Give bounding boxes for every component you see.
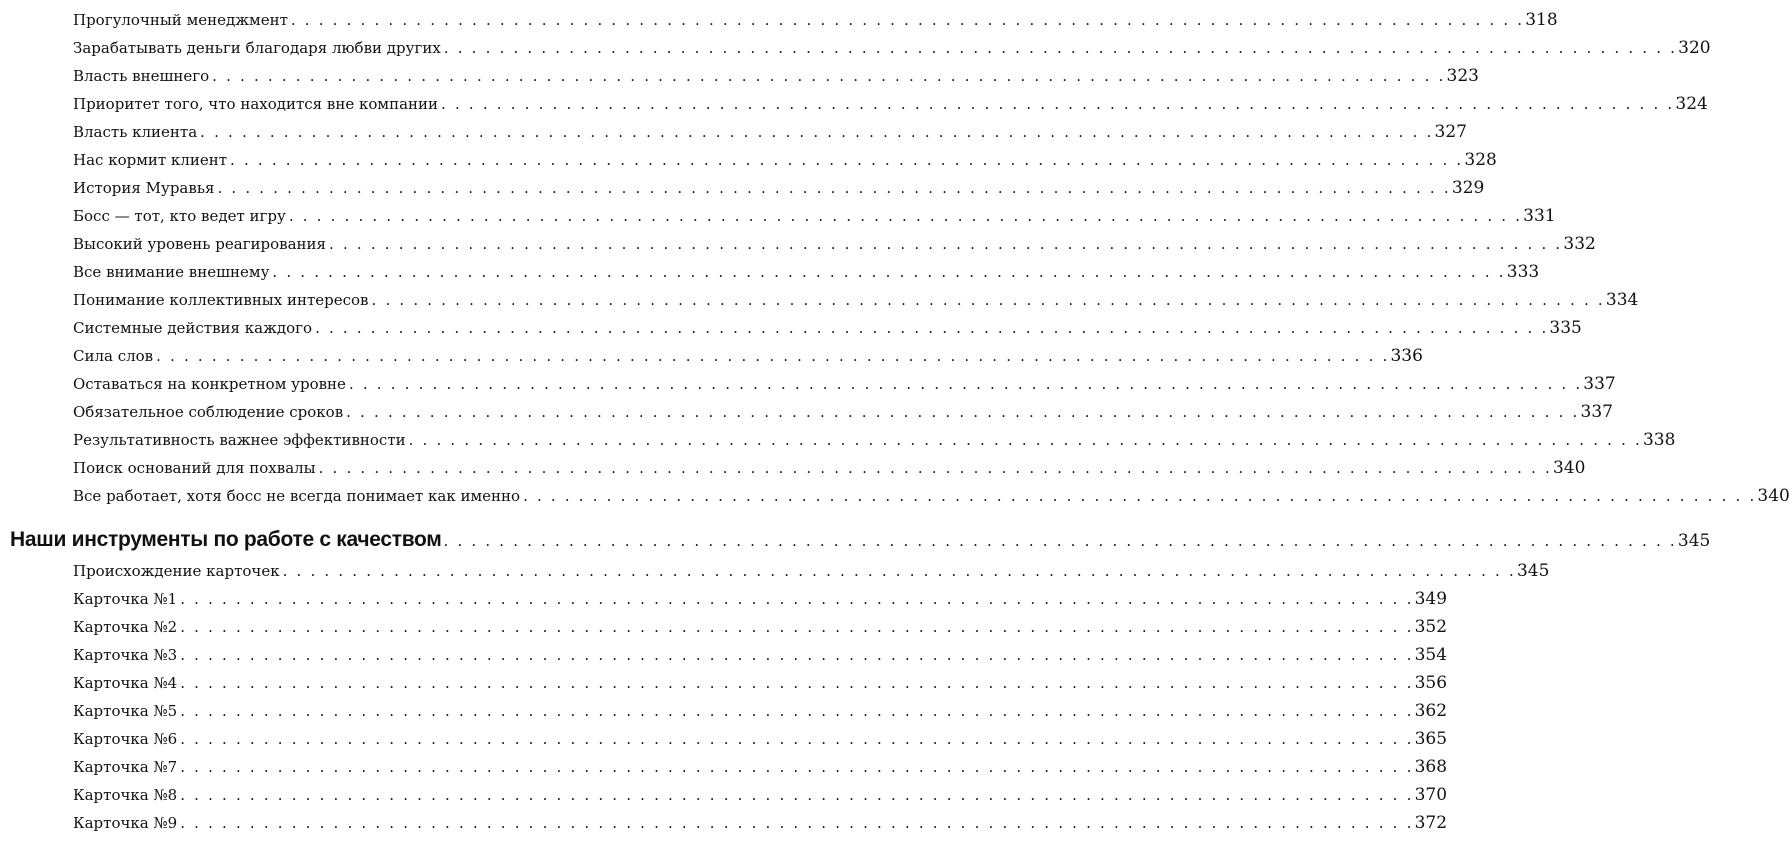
toc-entry-page: 356 [1414, 673, 1448, 693]
toc-entry[interactable] [73, 346, 1423, 366]
toc-entry-page: 349 [1414, 589, 1448, 609]
toc-entry-page: 372 [1414, 813, 1448, 833]
toc-entry[interactable] [73, 458, 1586, 478]
toc-entry-page: 329 [1451, 178, 1485, 198]
toc-entry-title: Карточка №8 [73, 786, 178, 804]
toc-entry-page: 328 [1464, 150, 1497, 170]
toc-entry-page: 318 [1525, 10, 1558, 30]
leader-dots: . . . . . . . . . . . . . . . . . . . . . . . . . . . . . . . . . . . . . . . . . . . . . . . . . . . . . . . . . . . . . . . . . . . . . . . . . . . . . . . . . . . . . . . . . [180, 758, 1414, 776]
toc-entry[interactable] [73, 150, 1497, 170]
toc-entry[interactable] [73, 206, 1556, 226]
toc-entry-page: 332 [1563, 234, 1596, 254]
toc-entry-title: Оставаться на конкретном уровне [73, 375, 346, 393]
leader-dots: . . . . . . . . . . . . . . . . . . . . . . . . . . . . . . . . . . . . . . . . . . . . . . . . . . . . . . . . . . . . . . . . . . . . . . . . . . . . . . . . . . . . . . . . . [315, 319, 1549, 337]
leader-dots: . . . . . . . . . . . . . . . . . . . . . . . . . . . . . . . . . . . . . . . . . . . . . . . . . . . . . . . . . . . . . . . . . . . . . . . . . . . . . . . . . . . . . . . . . [180, 814, 1414, 832]
toc-entry-title: Зарабатывать деньги благодаря любви других [73, 39, 441, 57]
toc-entry[interactable] [73, 430, 1676, 450]
toc-entry-page: 352 [1414, 617, 1448, 637]
toc-entry-page: 338 [1642, 430, 1676, 450]
toc-entry-title: Системные действия каждого [73, 319, 313, 337]
toc-entry-page: 333 [1506, 262, 1540, 282]
toc-entry[interactable] [73, 757, 1448, 777]
toc-entry-page: 370 [1414, 785, 1448, 805]
toc-entry-title: Высокий уровень реагирования [73, 235, 327, 253]
toc-entry-title: Результативность важнее эффективности [73, 431, 406, 449]
leader-dots: . . . . . . . . . . . . . . . . . . . . . . . . . . . . . . . . . . . . . . . . . . . . . . . . . . . . . . . . . . . . . . . . . . . . . . . . . . . . . . . . . . . . . . . . . [290, 11, 1525, 29]
toc-entry[interactable] [73, 673, 1448, 693]
toc-entry[interactable] [73, 178, 1485, 198]
toc-entry-title: Происхождение карточек [73, 562, 280, 580]
toc-entry-title: Карточка №4 [73, 674, 178, 692]
toc-entry[interactable] [73, 589, 1448, 609]
leader-dots: . . . . . . . . . . . . . . . . . . . . . . . . . . . . . . . . . . . . . . . . . . . . . . . . . . . . . . . . . . . . . . . . . . . . . . . . . . . . . . . . . . . . . . . . . [180, 618, 1414, 636]
toc-entry-title: Все работает, хотя босс не всегда понимает как именно [73, 487, 521, 505]
toc-entry[interactable] [73, 701, 1448, 721]
toc-entry-title: Карточка №3 [73, 646, 178, 664]
toc-entry[interactable] [73, 729, 1448, 749]
section-page: 345 [1677, 531, 1711, 551]
leader-dots: . . . . . . . . . . . . . . . . . . . . . . . . . . . . . . . . . . . . . . . . . . . . . . . . . . . . . . . . . . . . . . . . . . . . . . . . . . . . . . . . . . . . . . . . . [288, 207, 1523, 225]
toc-entry[interactable] [73, 38, 1711, 58]
toc-entry-title: Прогулочный менеджмент [73, 11, 288, 29]
toc-entry[interactable] [73, 262, 1540, 282]
leader-dots: . . . . . . . . . . . . . . . . . . . . . . . . . . . . . . . . . . . . . . . . . . . . . . . . . . . . . . . . . . . . . . . . . . . . . . . . . . . . . . . . . . . . . . . . . [180, 590, 1414, 608]
leader-dots: . . . . . . . . . . . . . . . . . . . . . . . . . . . . . . . . . . . . . . . . . . . . . . . . . . . . . . . . . . . . . . . . . . . . . . . . . . . . . . . . . . . . . . . . . [441, 95, 1675, 113]
toc-entry-title: Карточка №6 [73, 730, 178, 748]
toc-entry-page: 320 [1678, 38, 1711, 58]
toc-entry-page: 323 [1446, 66, 1479, 86]
leader-dots: . . . . . . . . . . . . . . . . . . . . . . . . . . . . . . . . . . . . . . . . . . . . . . . . . . . . . . . . . . . . . . . . . . . . . . . . . . . . . . . . . . . . . . . . . [318, 459, 1552, 477]
toc-entry-page: 345 [1516, 561, 1550, 581]
toc-entry-title: Карточка №5 [73, 702, 178, 720]
leader-dots: . . . . . . . . . . . . . . . . . . . . . . . . . . . . . . . . . . . . . . . . . . . . . . . . . . . . . . . . . . . . . . . . . . . . . . . . . . . . . . . . . . . . . . . . . [272, 263, 1506, 281]
toc-entry-page: 337 [1583, 374, 1616, 394]
leader-dots: . . . . . . . . . . . . . . . . . . . . . . . . . . . . . . . . . . . . . . . . . . . . . . . . . . . . . . . . . . . . . . . . . . . . . . . . . . . . . . . . . . . . . . . . . [200, 123, 1434, 141]
toc-entry[interactable] [73, 94, 1708, 114]
toc-section-heading[interactable] [10, 528, 1711, 553]
leader-dots: . . . . . . . . . . . . . . . . . . . . . . . . . . . . . . . . . . . . . . . . . . . . . . . . . . . . . . . . . . . . . . . . . . . . . . . . . . . . . . . . . . . . . . . . . [180, 646, 1414, 664]
toc-entry-title: Поиск оснований для похвалы [73, 459, 316, 477]
toc-entry-page: 337 [1580, 402, 1613, 422]
leader-dots: . . . . . . . . . . . . . . . . . . . . . . . . . . . . . . . . . . . . . . . . . . . . . . . . . . . . . . . . . . . . . . . . . . . . . . . . . . . . . . . . . . . . . . . . . [156, 347, 1390, 365]
toc-entry-title: Все внимание внешнему [73, 263, 270, 281]
toc-entry-title: Сила слов [73, 347, 154, 365]
toc-entry[interactable] [73, 10, 1558, 30]
toc-entry-page: 335 [1549, 318, 1582, 338]
leader-dots: . . . . . . . . . . . . . . . . . . . . . . . . . . . . . . . . . . . . . . . . . . . . . . . . . . . . . . . . . . . . . . . . . . . . . . . . . . . . . . . . . . . . . . . . . [217, 179, 1451, 197]
toc-entry-title: Карточка №7 [73, 758, 178, 776]
leader-dots: . . . . . . . . . . . . . . . . . . . . . . . . . . . . . . . . . . . . . . . . . . . . . . . . . . . . . . . . . . . . . . . . . . . . . . . . . . . . . . . . . . . . . . . . . [329, 235, 1563, 253]
toc-entry-page: 368 [1414, 757, 1448, 777]
toc-entry[interactable] [73, 122, 1467, 142]
toc-entry-title: Власть внешнего [73, 67, 210, 85]
toc-entry[interactable] [73, 813, 1448, 833]
leader-dots: . . . . . . . . . . . . . . . . . . . . . . . . . . . . . . . . . . . . . . . . . . . . . . . . . . . . . . . . . . . . . . . . . . . . . . . . . . . . . . . . . . . . . . . . . [180, 674, 1414, 692]
toc-entry-page: 334 [1605, 290, 1639, 310]
toc-entry-title: Нас кормит клиент [73, 151, 228, 169]
leader-dots: . . . . . . . . . . . . . . . . . . . . . . . . . . . . . . . . . . . . . . . . . . . . . . . . . . . . . . . . . . . . . . . . . . . . . . . . . . . . . . . . . . . . . . . . . [230, 151, 1464, 169]
toc-entry[interactable] [73, 234, 1596, 254]
toc-entry[interactable] [73, 290, 1639, 310]
toc-entry[interactable] [73, 486, 1790, 506]
toc-entry-page: 327 [1434, 122, 1467, 142]
leader-dots: . . . . . . . . . . . . . . . . . . . . . . . . . . . . . . . . . . . . . . . . . . . . . . . . . . . . . . . . . . . . . . . . . . . . . . . . . . . . . . . . . . . . . . . . . [348, 375, 1583, 393]
leader-dots: . . . . . . . . . . . . . . . . . . . . . . . . . . . . . . . . . . . . . . . . . . . . . . . . . . . . . . . . . . . . . . . . . . . . . . . . . . . . . . . . . . . . . . . . . [443, 39, 1678, 57]
leader-dots: . . . . . . . . . . . . . . . . . . . . . . . . . . . . . . . . . . . . . . . . . . . . . . . . . . . . . . . . . . . . . . . . . . . . . . . . . . . . . . . . . . . . . . . . . [180, 786, 1414, 804]
leader-dots: . . . . . . . . . . . . . . . . . . . . . . . . . . . . . . . . . . . . . . . . . . . . . . . . . . . . . . . . . . . . . . . . . . . . . . . . . . . . . . . . . . . . . . . . . [212, 67, 1446, 85]
toc-entry-title: Карточка №9 [73, 814, 178, 832]
toc-entry[interactable] [73, 785, 1448, 805]
leader-dots: . . . . . . . . . . . . . . . . . . . . . . . . . . . . . . . . . . . . . . . . . . . . . . . . . . . . . . . . . . . . . . . . . . . . . . . . . . . . . . . . . . . . . . . . . [180, 702, 1414, 720]
toc-entry-page: 324 [1675, 94, 1708, 114]
toc-entry-title: Приоритет того, что находится вне компании [73, 95, 439, 113]
toc-entry-page: 340 [1757, 486, 1790, 506]
toc-entry-title: История Муравья [73, 179, 215, 197]
leader-dots: . . . . . . . . . . . . . . . . . . . . . . . . . . . . . . . . . . . . . . . . . . . . . . . . . . . . . . . . . . . . . . . . . . . . . . . . . . . . . . . . . . . . . . . . . [282, 562, 1516, 580]
leader-dots: . . . . . . . . . . . . . . . . . . . . . . . . . . . . . . . . . . . . . . . . . . . . . . . . . . . . . . . . . . . . . . . . . . . . . . . . . . . . . . . . . . . . . . . . . [371, 291, 1605, 309]
toc-entry-title: Обязательное соблюдение сроков [73, 403, 344, 421]
leader-dots: . . . . . . . . . . . . . . . . . . . . . . . . . . . . . . . . . . . . . . . . . . . . . . . . . . . . . . . . . . . . . . . . . . . . . . . . . . . . . . . . . . . . . . . . . [180, 730, 1414, 748]
leader-dots: . . . . . . . . . . . . . . . . . . . . . . . . . . . . . . . . . . . . . . . . . . . . . . . . . . . . . . . . . . . . . . . . . . . . . . . . . . . . . . . . . . . . . . . . . [346, 403, 1580, 421]
toc-entry-title: Карточка №1 [73, 590, 178, 608]
toc-entry-page: 365 [1414, 729, 1448, 749]
toc-entry[interactable] [73, 402, 1613, 422]
toc-entry[interactable] [73, 318, 1582, 338]
toc-entry[interactable] [73, 617, 1448, 637]
toc-entry-page: 331 [1523, 206, 1556, 226]
toc-entry-page: 336 [1390, 346, 1423, 366]
leader-dots: . . . . . . . . . . . . . . . . . . . . . . . . . . . . . . . . . . . . . . . . . . . . . . . . . . . . . . . . . . . . . . . . . . . . . . . . . . . . . . . . . . . . . . . . . [408, 431, 1642, 449]
toc-entry-title: Босс — тот, кто ведет игру [73, 207, 286, 225]
toc-entry-title: Власть клиента [73, 123, 198, 141]
toc-entry-title: Понимание коллективных интересов [73, 291, 369, 309]
toc-entry[interactable] [73, 374, 1616, 394]
section-title: Наши инструменты по работе с качеством [10, 528, 442, 551]
leader-dots: . . . . . . . . . . . . . . . . . . . . . . . . . . . . . . . . . . . . . . . . . . . . . . . . . . . . . . . . . . . . . . . . . . . . . . . . . . . . . . . . . . . . . . . . . [443, 532, 1677, 550]
toc-entry-title: Карточка №2 [73, 618, 178, 636]
toc-entry-page: 340 [1552, 458, 1586, 478]
leader-dots: . . . . . . . . . . . . . . . . . . . . . . . . . . . . . . . . . . . . . . . . . . . . . . . . . . . . . . . . . . . . . . . . . . . . . . . . . . . . . . . . . . . . . . . . . [523, 487, 1757, 505]
toc-entry[interactable] [73, 561, 1550, 581]
toc-entry[interactable] [73, 645, 1448, 665]
toc-entry-page: 354 [1414, 645, 1448, 665]
toc-entry[interactable] [73, 66, 1479, 86]
toc-entry-page: 362 [1414, 701, 1448, 721]
